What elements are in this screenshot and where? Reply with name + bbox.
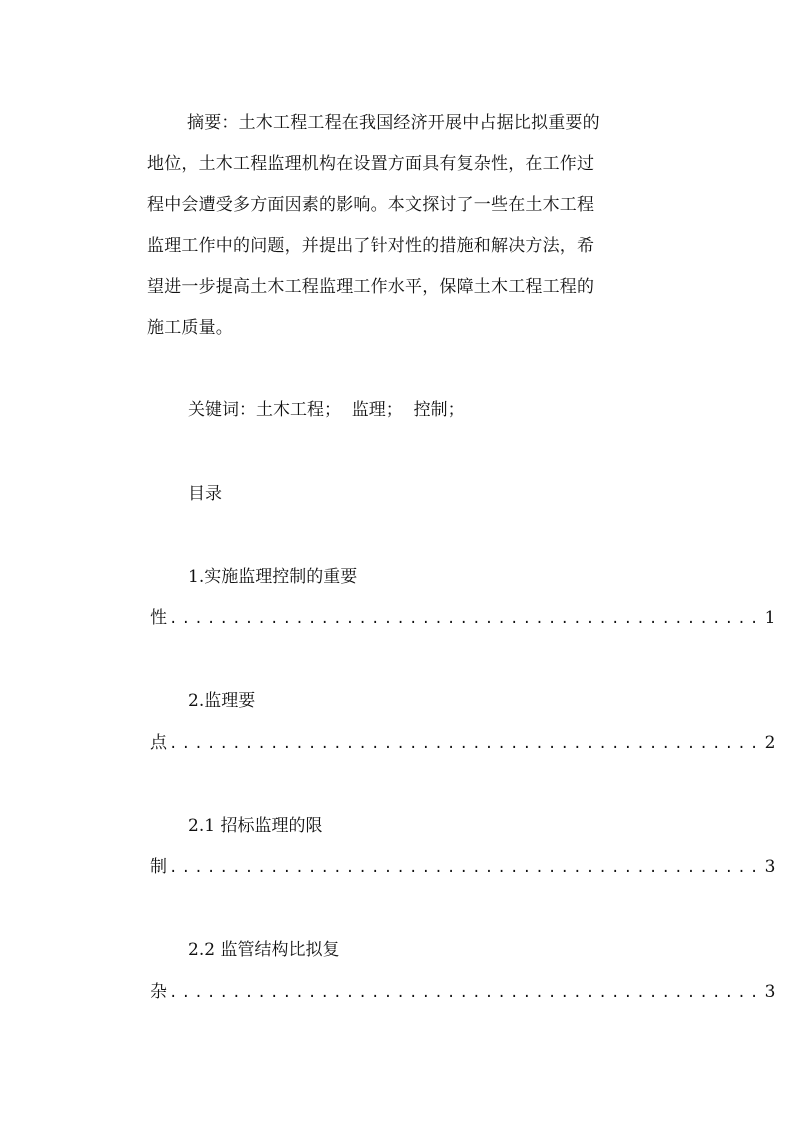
toc-entry-heading[interactable]: 2.2 监管结构比拟复 (188, 940, 340, 960)
toc-page-number: 3 (764, 857, 776, 877)
toc-entry-heading[interactable]: 1.实施监理控制的重要 (188, 567, 358, 587)
toc-title: 目录 (188, 484, 222, 504)
toc-entry-line[interactable] (150, 606, 776, 631)
toc-dot-leader: ............................................... (169, 985, 763, 1001)
abstract-line: 摘要：土木工程工程在我国经济开展中占据比拟重要的 (187, 113, 600, 133)
toc-entry-heading[interactable]: 2.1 招标监理的限 (188, 816, 323, 836)
abstract-line: 监理工作中的问题，并提出了针对性的措施和解决方法，希 (147, 236, 595, 256)
abstract-line: 地位，土木工程监理机构在设置方面具有复杂性，在工作过 (147, 154, 595, 174)
toc-entry-tail-text: 点 (150, 733, 167, 753)
abstract-line: 望进一步提高土木工程监理工作水平，保障土木工程工程的 (147, 277, 595, 297)
toc-entry-tail-text: 杂 (150, 982, 167, 1002)
toc-page-number: 2 (764, 733, 776, 753)
toc-entry-tail-text: 制 (150, 857, 167, 877)
abstract-line: 程中会遭受多方面因素的影响。本文探讨了一些在土木工程 (147, 195, 595, 215)
keywords-line: 关键词：土木工程； 监理； 控制； (188, 400, 465, 420)
toc-entry-heading[interactable]: 2.监理要 (188, 691, 256, 711)
toc-entry-line[interactable] (150, 731, 776, 756)
toc-entry-line[interactable] (150, 855, 776, 880)
toc-entry-tail-text: 性 (150, 608, 167, 628)
abstract-line: 施工质量。 (147, 318, 233, 338)
toc-page-number: 3 (764, 982, 776, 1002)
abstract-paragraph (147, 103, 641, 349)
toc-dot-leader: ............................................... (169, 860, 763, 876)
toc-page-number: 1 (764, 608, 776, 628)
toc-dot-leader: ............................................... (169, 611, 763, 627)
toc-entry-line[interactable] (150, 980, 776, 1005)
toc-dot-leader: ............................................... (169, 736, 763, 752)
